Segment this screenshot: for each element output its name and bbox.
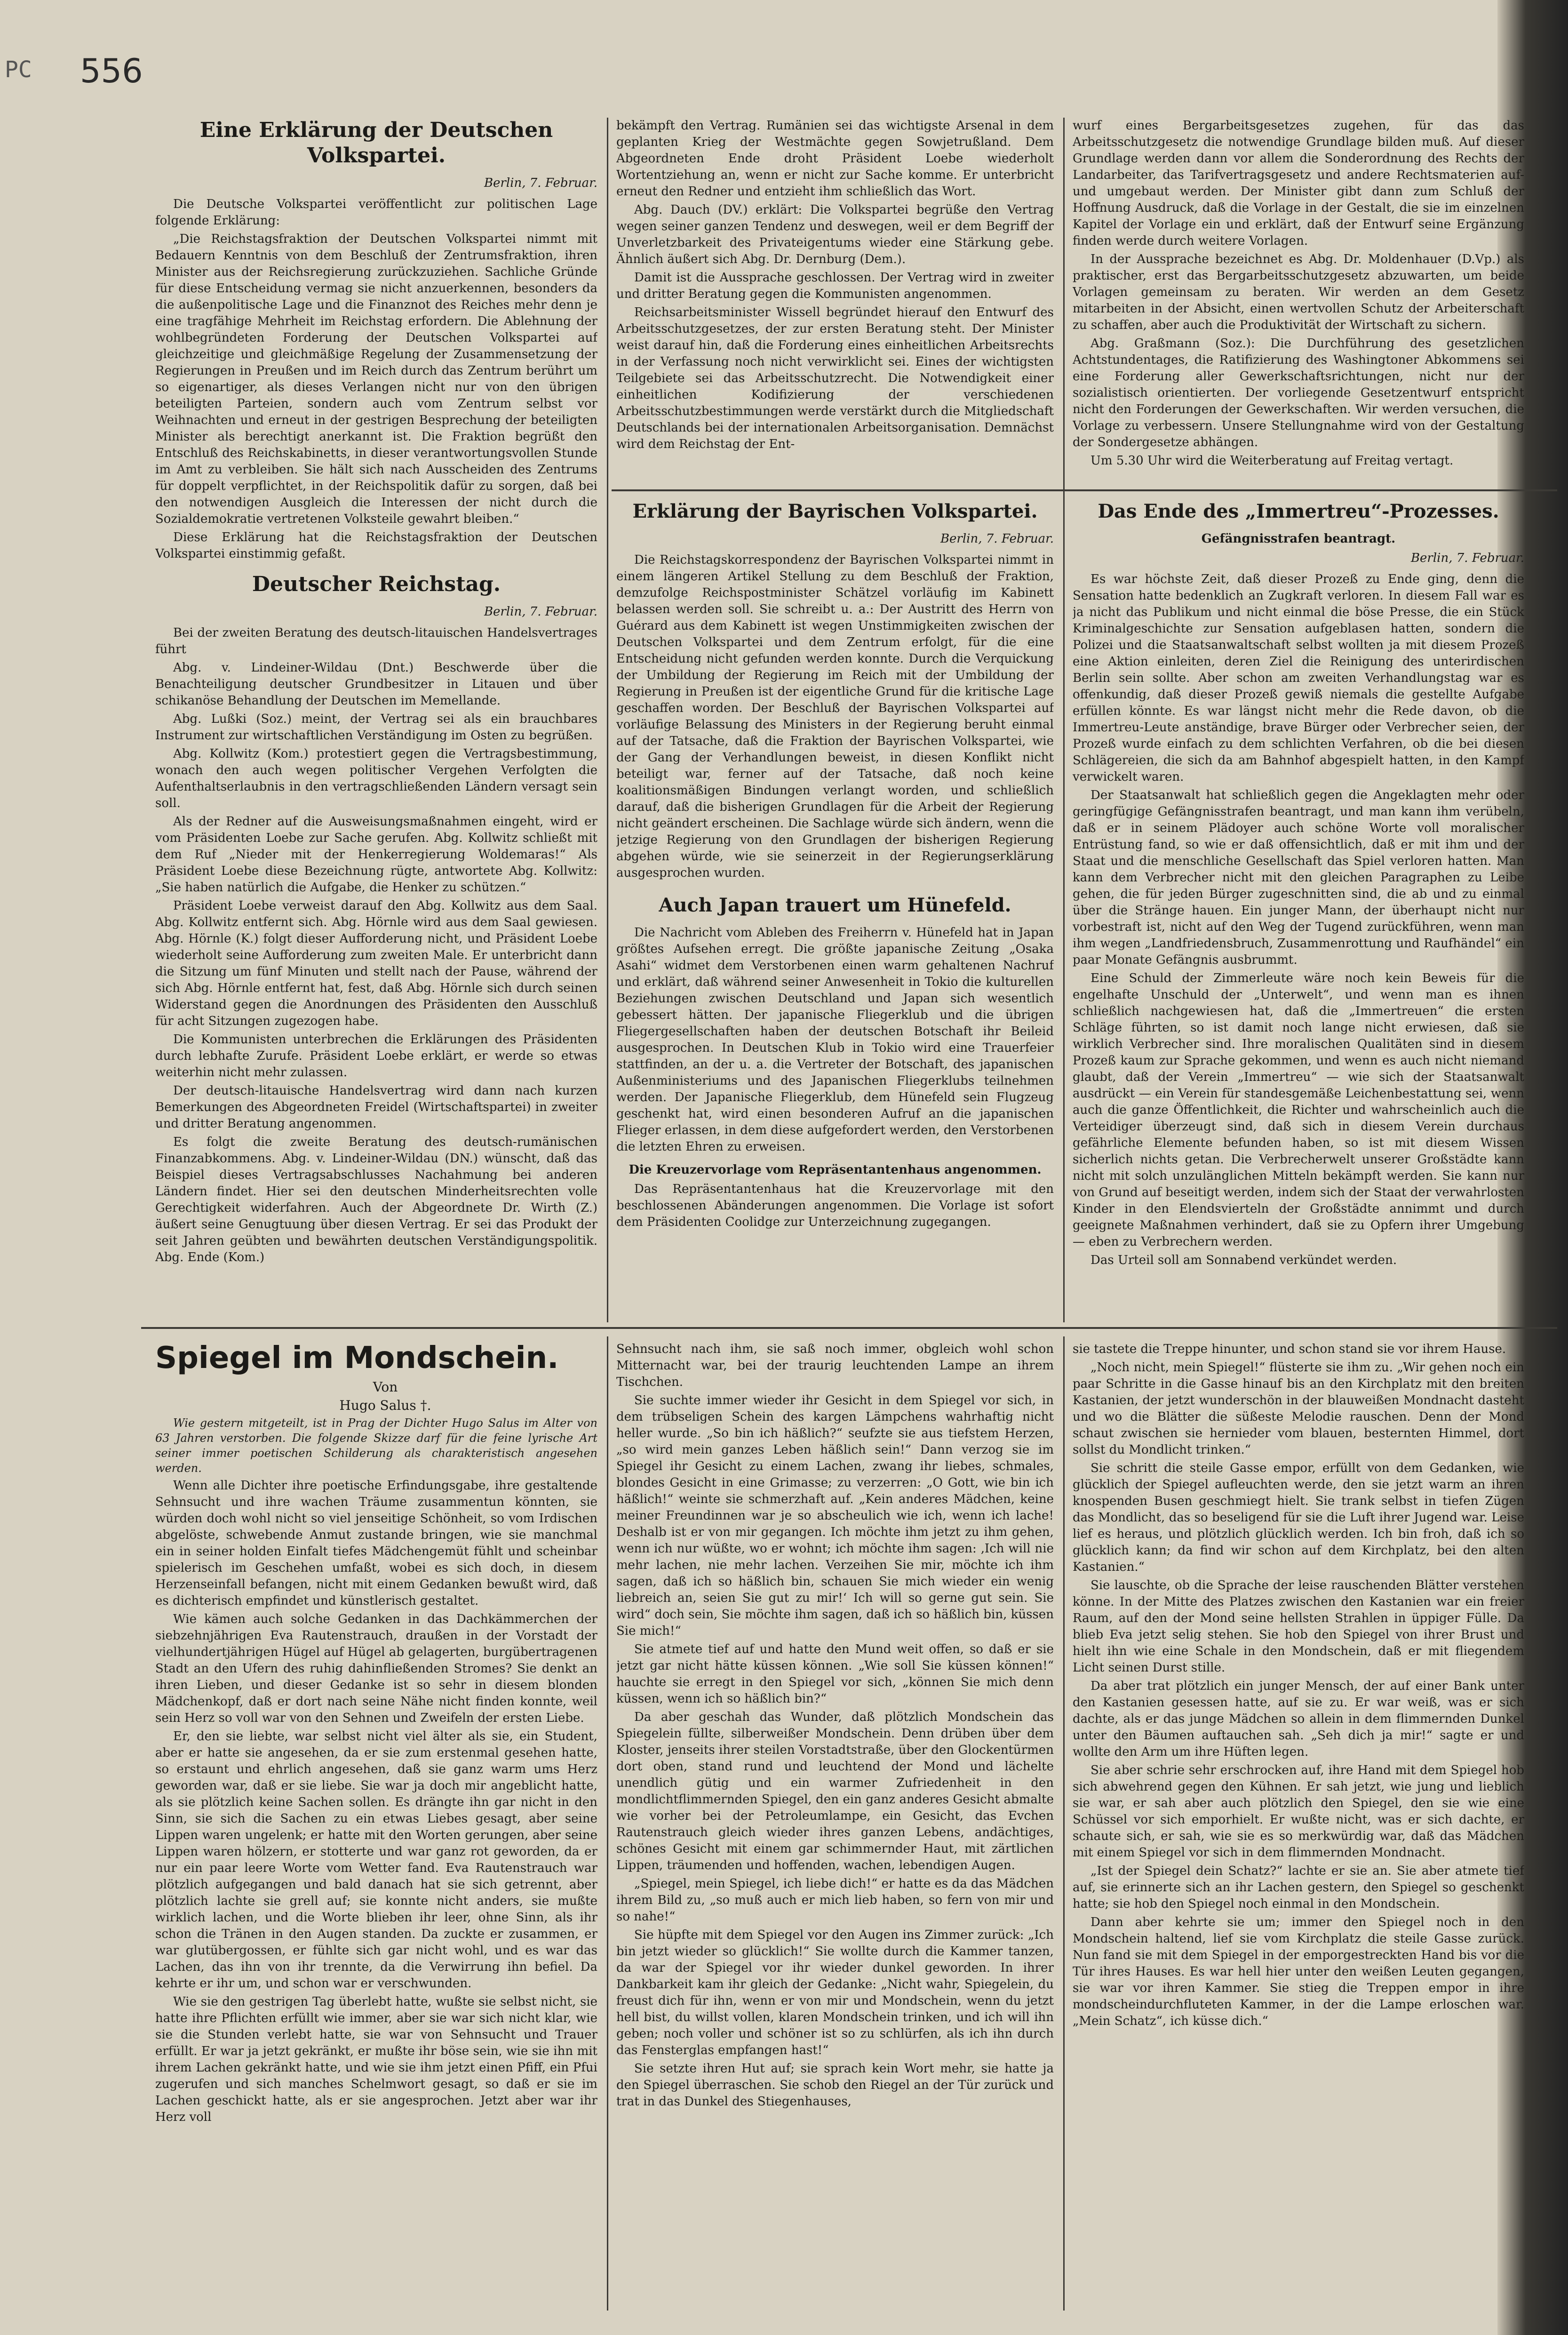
dateline: Berlin, 7. Februar. bbox=[484, 605, 597, 619]
paragraph: Die Reichstagskorrespondenz der Bayrischen Volkspartei nimmt in einem längeren Artikel Stellung zu dem Beschluß der Fraktion, demzufolge Reichspostminister Schätzel vorläufig im Kabinett belassen werden soll. Sie schreibt u. a.: Der Austritt des Herrn von Guérard aus dem Kabinett ist wegen Unstimmigkeiten zwischen der Deutschen Volkspartei und dem Zentrum erfolgt, für die eine Entscheidung nicht gefunden werden konnte. Durch die Verquickung der Umbildung der Regierung im Reich mit der Umbildung der Regierung in Preußen ist der eigentliche Grund für die kritische Lage geschaffen worden. Der Beschluß der Bayrischen Volkspartei auf vorläufige Belassung des Ministers in der Regierung beruht einmal auf der Tatsache, daß die Fraktion der Bayrischen Volkspartei, wie der Gang der Verhandlungen beweist, in diesen Konflikt nicht beteiligt war, ferner auf der Tatsache, daß noch keine koalitionsmäßigen Bindungen verlangt worden, und schließlich darauf, daß die bisherigen Grundlagen für die Arbeit der Regierung nicht geändert erscheinen. Die Sachlage würde sich ändern, wenn die jetzige Regierung von den Grundlagen der bisherigen Regierung abgehen würde, wie sie seinerzeit in der Regierungserklärung ausgesprochen wurden. bbox=[616, 553, 1054, 880]
section-rule bbox=[612, 489, 1557, 491]
paragraph: Eine Schuld der Zimmerleute wäre noch kein Beweis für die engelhafte Unschuld der „Unterwelt“, und wenn man es ihnen schließlich nachgewiesen hat, daß die „Immertreuen“ die ersten Schläge führten, so ist damit noch lange nicht erwiesen, daß sie wirklich Verbrecher sind. Ihre moralischen Qualitäten sind in diesem Prozeß kaum zur Sprache gekommen, und wenn es auch nicht niemand glaubt, daß der Verein „Immertreu“ — wie sich der Staatsanwalt ausdrückt — ein Verein für standesgemäße Leichenbestattung sei, wenn auch die ganze Öffentlichkeit, die Richter und wahrscheinlich auch die Verteidiger überzeugt sind, daß sich in diesem Verein durchaus gefährliche Elemente befunden haben, so ist mit diesem Wissen sicherlich nichts getan. Die Verbrecherwelt unserer Großstädte kann nicht mit solch unzulänglichen Mitteln bekämpft werden. Sie kann nur von Grund auf beseitigt werden, indem sich der Staat der verwahrlosten Kinder in den Elendsvierteln der Großstädte annimmt und durch geeignete Maßnahmen verhindert, daß sie zu Opfern ihrer Umgebung — eben zu Verbrechern werden. bbox=[1073, 971, 1524, 1249]
paragraph: Abg. v. Lindeiner-Wildau (Dnt.) Beschwerde über die Benachteiligung deutscher Grundbesitzer in Litauen und über schikanöse Behandlung der Deutschen im Memellande. bbox=[155, 661, 597, 708]
paragraph: „Ist der Spiegel dein Schatz?“ lachte er sie an. Sie aber atmete tief auf, sie erinnerte sich an ihr Lachen gestern, den Spiegel so geschenkt hatte; sie hob den Spiegel noch einmal in den Mondschein. bbox=[1073, 1864, 1524, 1911]
paragraph: Die Deutsche Volkspartei veröffentlicht zur politischen Lage folgende Erklärung: bbox=[155, 197, 597, 228]
paragraph: Da aber geschah das Wunder, daß plötzlich Mondschein das Spiegelein füllte, silberweißer Mondschein. Denn drüben über dem Kloster, jenseits ihrer steilen Vorstadtstraße, über den Glockentürmen dort oben, stand rund und leuchtend der Mond und lächelte unendlich gütig und ein warmer Zufriedenheit in den mondlichtflimmernden Spiegel, den ein ganz anderes Gesicht abmalte wie vorher bei der Petroleumlampe, ein Gesicht, das Evchen Rautenstrauch gleich wieder ihres ganzen Lebens, andächtiges, schönes Gesicht mit einem gar schimmernder Haut, mit zärtlichen Lippen, träumenden und hoffenden, wachen, lebendigen Augen. bbox=[616, 1710, 1054, 1872]
paragraph: Damit ist die Aussprache geschlossen. Der Vertrag wird in zweiter und dritter Beratung gegen die Kommunisten angenommen. bbox=[616, 271, 1054, 301]
paragraph: Sie atmete tief auf und hatte den Mund weit offen, so daß er sie jetzt gar nicht hätte küssen können. „Wie soll Sie küssen können!“ hauchte sie erregt in den Spiegel vor sich, „können Sie mich denn küssen, wenn ich so häßlich bin?“ bbox=[616, 1642, 1054, 1706]
feuilleton-column-1 bbox=[155, 1341, 597, 2311]
byline-author: Hugo Salus †. bbox=[339, 1398, 431, 1413]
paragraph: Dann aber kehrte sie um; immer den Spiegel noch in den Mondschein haltend, lief sie vom Kirchplatz die steile Gasse zurück. Nun fand sie mit dem Spiegel in der emporgestreckten Hand bis vor die Tür ihres Hauses. Es war hell hier unter den weißen Leuten gegangen, sie war vor ihren Kammer. Sie stieg die Treppen empor in ihre mondscheindurchfluteten Kammer, in der die Lampe erloschen war. „Mein Schatz“, ich küsse dich.“ bbox=[1073, 1915, 1524, 2028]
column-rule bbox=[1063, 1336, 1065, 2311]
article-column-1 bbox=[155, 118, 597, 1322]
headline-immertreu: Das Ende des „Immertreu“-Prozesses. bbox=[1098, 500, 1499, 522]
headline-japan: Auch Japan trauert um Hünefeld. bbox=[659, 894, 1011, 916]
paragraph: Sie lauschte, ob die Sprache der leise rauschenden Blätter verstehen könne. In der Mitte des Platzes zwischen den Kastanien war ein freier Raum, auf den der Mond seine hellsten Strahlen in üppiger Fülle. Da blieb Eva jetzt selig stehen. Sie hob den Spiegel von ihrer Brust und hielt ihn wie eine Schale in den Mondschein, daß er mit fliegendem Licht seinen Durst stille. bbox=[1073, 1578, 1524, 1675]
section-rule bbox=[141, 1327, 1557, 1329]
paragraph: Sie hüpfte mit dem Spiegel vor den Augen ins Zimmer zurück: „Ich bin jetzt wieder so glücklich!“ Sie wollte durch die Kammer tanzen, da war der Spiegel vor ihr wieder dunkel geworden. In ihrer Dankbarkeit kam ihr gleich der Gedanke: „Nicht wahr, Spiegelein, du freust dich für ihn, wenn er von mir und Mondschein, wenn du jetzt hell bist, du willst vollen, klaren Mondschein trinken, und ich will ihn geben; noch voller und schöner ist so zu schlürfen, als ich ihn durch das Fensterglas empfangen hast!“ bbox=[616, 1928, 1054, 2057]
page-number: 556 bbox=[80, 52, 143, 90]
article-column-2-middle bbox=[616, 499, 1054, 1322]
column-rule bbox=[1063, 118, 1065, 1322]
paragraph: Wenn alle Dichter ihre poetische Erfindungsgabe, ihre gestaltende Sehnsucht und ihre wachen Träume zusammentun könnten, sie würden doch wohl nicht so viel jenseitige Schönheit, so vom Irdischen abgelöste, schwebende Anmut zustande bringen, wie sie manchmal ein in seiner holden Einfalt tiefes Mädchengemüt fühlt und scheinbar spielerisch im Geschehen umfaßt, wobei es sich doch, in diesem Herzenseinfall befangen, nicht mit einem Gedanken bewußt wird, daß es dichterisch empfindet und künstlerisch gestaltet. bbox=[155, 1479, 597, 1608]
paragraph: Diese Erklärung hat die Reichstagsfraktion der Deutschen Volkspartei einstimmig gefaßt. bbox=[155, 530, 597, 561]
paragraph: Da aber trat plötzlich ein junger Mensch, der auf einer Bank unter den Kastanien gesessen hatte, auf sie zu. Er war weiß, was er sich dachte, als er das junge Mädchen so allein in dem flimmernden Dunkel unter den Bäumen auftauchen sah. „Seh dich ja mir!“ sagte er und wollte den Arm um ihre Hüften legen. bbox=[1073, 1679, 1524, 1759]
paragraph: bekämpft den Vertrag. Rumänien sei das wichtigste Arsenal in dem geplanten Krieg der Westmächte gegen Sowjetrußland. Dem Abgeordneten Ende droht Präsident Loebe wiederholt Wortentziehung an, wenn er nicht zur Sache komme. Er unterbricht erneut den Redner und entzieht ihm schließlich das Wort. bbox=[616, 119, 1054, 199]
paragraph: Die Kommunisten unterbrechen die Erklärungen des Präsidenten durch lebhafte Zurufe. Präsident Loebe erklärt, er werde so etwas weiterhin nicht mehr zulassen. bbox=[155, 1032, 597, 1080]
corner-mark: PC bbox=[5, 56, 32, 83]
paragraph: Sie schritt die steile Gasse empor, erfüllt von dem Gedanken, wie glücklich der Spiegel aufleuchten werde, den sie jetzt warm an ihren knospenden Busen geschmiegt hielt. Sie trank selbst in tiefen Zügen das Mondlicht, das so beseligend für sie die Luft ihrer Jugend war. Leise lief es heraus, und plötzlich glücklich werden. Ich bin froh, daß ich so glücklich kann; da find wir schon auf dem Kirchplatz, bei den alten Kastanien.“ bbox=[1073, 1461, 1524, 1574]
paragraph: Abg. Dauch (DV.) erklärt: Die Volkspartei begrüße den Vertrag wegen seiner ganzen Tendenz und deswegen, weil er dem Begriff der Unverletzbarkeit des Privateigentums wieder eine Stärkung gebe. Ähnlich äußert sich Abg. Dr. Dernburg (Dem.). bbox=[616, 203, 1054, 266]
paragraph: Das Repräsentantenhaus hat die Kreuzervorlage mit den beschlossenen Abänderungen angenommen. Die Vorlage ist sofort dem Präsidenten Coolidge zur Unterzeichnung zugegangen. bbox=[616, 1182, 1054, 1229]
paragraph: Es war höchste Zeit, daß dieser Prozeß zu Ende ging, denn die Sensation hatte bedenklich an Zugkraft verloren. In diesem Fall war es ja nicht das Publikum und nicht einmal die böse Presse, die ein Stück Kriminalgeschichte zur Sensation aufgeblasen hatten, sondern die Polizei und die Staatsanwaltschaft selbst wollten ja mit diesem Prozeß eine Aktion einleiten, deren Ziel die Reinigung des unterirdischen Berlin sein sollte. Aber schon am zweiten Verhandlungstag war es offenkundig, daß dieser Prozeß gewiß niemals die gestellte Aufgabe erfüllen könnte. Es war längst nicht mehr die Rede davon, ob die Immertreu-Leute anständige, brave Bürger oder Verbrecher seien, der Prozeß wurde einfach zu dem schlichten Verfahren, ob die bei diesen Schlägereien, die sich da am Bahnhof abgespielt hatten, in den Kampf verwickelt waren. bbox=[1073, 572, 1524, 784]
paragraph: Das Urteil soll am Sonnabend verkündet werden. bbox=[1090, 1253, 1397, 1267]
byline-von: Von bbox=[373, 1379, 398, 1395]
paragraph: Reichsarbeitsminister Wissell begründet hierauf den Entwurf des Arbeitsschutzgesetzes, der zur ersten Beratung steht. Der Minister weist darauf hin, daß die Forderung eines einheitlichen Arbeitsrechts in der Verfassung noch nicht verwirklicht sei. Eines der wichtigsten Teilgebiete sei das Arbeitsschutzrecht. Die Notwendigkeit einer einheitlichen Kodifizierung der verschiedenen Arbeitsschutzbestimmungen werde verstärkt durch die Mitgliedschaft Deutschlands bei der internationalen Arbeitsorganisation. Demnächst wird dem Reichstag der Ent- bbox=[616, 305, 1054, 451]
dateline: Berlin, 7. Februar. bbox=[940, 532, 1054, 546]
paragraph: Abg. Graßmann (Soz.): Die Durchführung des gesetzlichen Achtstundentages, die Ratifizierung des Washingtoner Abkommens sei eine Forderung aller Gewerkschaftsrichtungen, nicht nur der sozialistisch orientierten. Der vorliegende Gesetzentwurf entspricht nicht den Forderungen der Gewerkschaften. Wir werden versuchen, die Vorlage zu verbessern. Unsere Stellungnahme wird von der Gestaltung der Sondergesetze abhängen. bbox=[1073, 336, 1524, 449]
paragraph: „Die Reichstagsfraktion der Deutschen Volkspartei nimmt mit Bedauern Kenntnis von dem Beschluß der Zentrumsfraktion, ihren Minister aus der Reichsregierung zurückzuziehen. Sachliche Gründe für diese Entscheidung vermag sie nicht anzuerkennen, besonders da die außenpolitische Lage und die Finanznot des Reiches mehr denn je eine tragfähige Mehrheit im Reichstag erfordern. Die Ablehnung der wohlbegründeten Forderung der Deutschen Volkspartei auf gleichzeitige und gleichmäßige Regelung der Zusammensetzung der Regierungen in Preußen und im Reich durch das Zentrum berührt um so eigenartiger, als dieses Verlangen nicht nur von den übrigen beteiligten Parteien, sondern auch vom Zentrum selbst vor Weihnachten und erneut in der gestrigen Besprechung der beteiligten Minister als berechtigt anerkannt ist. Die Fraktion begrüßt den Entschluß des Reichskabinetts, in dieser verantwortungsvollen Stunde im Amt zu verbleiben. Sie hält sich nach Ausscheiden des Zentrums für doppelt verpflichtet, in der Reichspolitik dafür zu sorgen, daß bei den notwendigen Ausgleich die Interessen der nicht durch die Sozialdemokratie vertretenen Volksteile gewahrt bleiben.“ bbox=[155, 232, 597, 526]
paragraph: Sie setzte ihren Hut auf; sie sprach kein Wort mehr, sie hatte ja den Spiegel überraschen. Sie schob den Riegel an der Tür zurück und trat in das Dunkel des Stiegenhauses, bbox=[616, 2062, 1054, 2109]
paragraph: Abg. Kollwitz (Kom.) protestiert gegen die Vertragsbestimmung, wonach den auch wegen politischer Vergehen Verfolgten die Aufenthaltserlaubnis in den vertragschließenden Ländern versagt sein soll. bbox=[155, 747, 597, 810]
paragraph: Abg. Lußki (Soz.) meint, der Vertrag sei als ein brauchbares Instrument zur wirtschaftlichen Verständigung im Osten zu begrüßen. bbox=[155, 712, 597, 743]
intro-note: Wie gestern mitgeteilt, ist in Prag der Dichter Hugo Salus im Alter von 63 Jahren verstorben. Die folgende Skizze darf für die feine lyrische Art seiner immer poetischen Schilderung als charakteristisch angesehen werden. bbox=[155, 1416, 597, 1475]
article-column-3-top bbox=[1073, 118, 1524, 485]
column-rule bbox=[607, 1336, 608, 2311]
headline-bvp: Erklärung der Bayrischen Volkspartei. bbox=[632, 500, 1038, 522]
story-title: Spiegel im Mondschein. bbox=[155, 1341, 559, 1375]
headline-dvp: Eine Erklärung der Deutschen Volkspartei. bbox=[199, 118, 553, 168]
paragraph: Der deutsch-litauische Handelsvertrag wird dann nach kurzen Bemerkungen des Abgeordneten Freidel (Wirtschaftspartei) in zweiter und dritter Beratung angenommen. bbox=[155, 1084, 597, 1131]
dateline: Berlin, 7. Februar. bbox=[484, 176, 597, 190]
paragraph: Wie kämen auch solche Gedanken in das Dachkämmerchen der siebzehnjährigen Eva Rautenstrauch, draußen in der Vorstadt der vielhundertjährigen Hügel auf Hügel ab gelagerten, burgübertragenen Stadt an den Ufern des ruhig dahinfließenden Stromes? Sie denkt an ihren Lieben, und dieser Gedanke ist so sehr in diesem blonden Mädchenkopf, daß er dort nach seine Nähe nicht finden konnte, weil sein Herz so voll war von den Sehnen und Zweifeln der ersten Liebe. bbox=[155, 1612, 597, 1725]
paragraph: Bei der zweiten Beratung des deutsch-litauischen Handelsvertrages führt bbox=[155, 626, 597, 656]
paragraph: Sie suchte immer wieder ihr Gesicht in dem Spiegel vor sich, in dem trübseligen Schein des kargen Lämpchens wahrhaftig nicht heller wurde. „So bin ich häßlich?“ seufzte sie aus tiefstem Herzen, „so wird mein ganzes Leben häßlich sein!“ Dann verzog sie im Spiegel ihr Gesicht zu einem Lachen, zwang ihr liebes, schmales, blondes Gesicht in eine Grimasse; zu verzerren: „O Gott, wie bin ich häßlich!“ weinte sie schmerzhaft auf. „Kein anderes Mädchen, keine meiner Freundinnen war je so abscheulich wie ich, wenn ich lache! Deshalb ist er von mir gegangen. Ich möchte ihm jetzt zu ihm gehen, wenn ich nur wüßte, wo er wohnt; ich möchte ihm sagen: ‚Ich will nie mehr lachen, nie mehr lachen. Verzeihen Sie mir, möchte ich ihm sagen, daß ich so häßlich bin, schauen Sie mich wieder ein wenig liebreich an, seien Sie gut zu mir!‘ Ich will so gerne gut sein. Sie wird“ doch sein, Sie möchte ihm sagen, daß ich so häßlich bin, küssen Sie mich!“ bbox=[616, 1393, 1054, 1638]
paragraph: Die Nachricht vom Ableben des Freiherrn v. Hünefeld hat in Japan größtes Aufsehen erregt. Die größte japanische Zeitung „Osaka Asahi“ widmet dem Verstorbenen einen warm gehaltenen Nachruf und erklärt, daß während seiner Anwesenheit in Tokio die kulturellen Beziehungen zwischen Deutschland und Japan sich wesentlich gebessert hätten. Der japanische Fliegerklub und die übrigen Fliegergesellschaften haben der deutschen Botschaft ihr Beileid ausgesprochen. In Deutschen Klub in Tokio wird eine Trauerfeier stattfinden, an der u. a. die Vertreter der Botschaft, des japanischen Außenministeriums und des Japanischen Fliegerklubs teilnehmen werden. Der Japanische Fliegerklub, dem Hünefeld sein Flugzeug geschenkt hat, wird einen besonderen Aufruf an die japanischen Flieger erlassen, in dem diese aufgefordert werden, den Verstorbenen die letzten Ehren zu erweisen. bbox=[616, 926, 1054, 1154]
paragraph: Um 5.30 Uhr wird die Weiterberatung auf Freitag vertagt. bbox=[1090, 454, 1454, 468]
paragraph: Der Staatsanwalt hat schließlich gegen die Angeklagten mehr oder geringfügige Gefängnisstrafen beantragt, und man kann ihm verübeln, daß er in seinem Plädoyer auch schöne Worte voll moralischer Entrüstung fand, so wie er daß offensichtlich, daß er mit ihm und der Staat und die menschliche Gesellschaft das Spiel verloren hatten. Man kann dem Verbrecher nicht mit den gleichen Paragraphen zu Leibe gehen, die für jeden Bürger zugeschnitten sind, die ab und zu einmal über die Stränge hauen. Ein junger Mann, der überhaupt nicht nur vorbestraft ist, nicht auf den Weg der Tugend zurückführen, wenn man ihm wegen „Landfriedensbruch, Zusammenrottung und Raufhändel“ ein paar Monate Gefängnis ausbrummt. bbox=[1073, 788, 1524, 967]
subtitle: Gefängnisstrafen beantragt. bbox=[1201, 532, 1396, 546]
dateline: Berlin, 7. Februar. bbox=[1410, 551, 1524, 565]
paragraph: Wie sie den gestrigen Tag überlebt hatte, wußte sie selbst nicht, sie hatte ihre Pflichten erfüllt wie immer, aber sie war sich nicht klar, wie sie die Stunden verlebt hatte, sie war von Sehnsucht und Trauer erfüllt. Er war ja jetzt gekränkt, er mußte ihr böse sein, wie sie ihn mit ihrem Lachen gekränkt hatte, und wie sie ihm jetzt einen Pfiff, ein Pfui zugerufen und sich manches Schelmwort gesagt, so daß er sie im Lachen geschickt hatte, als er sie angesprochen. Jetzt aber war ihr Herz voll bbox=[155, 1995, 597, 2124]
paragraph: Als der Redner auf die Ausweisungsmaßnahmen eingeht, wird er vom Präsidenten Loebe zur Sache gerufen. Abg. Kollwitz schließt mit dem Ruf „Nieder mit der Henkerregierung Woldemaras!“ Als Präsident Loebe diese Bezeichnung rügte, antwortete Abg. Kollwitz: „Sie haben natürlich die Aufgabe, die Henker zu schützen.“ bbox=[155, 815, 597, 895]
paragraph: wurf eines Bergarbeitsgesetzes zugehen, für das das Arbeitsschutzgesetz die notwendige Grundlage bilden muß. Auf dieser Grundlage werden dann vor allem die Sonderordnung des Rechts der Landarbeiter, das Tarifvertragsgesetz und andere Rechtsmaterien auf- und umgebaut werden. Der Minister gibt dann zum Schluß der Hoffnung Ausdruck, daß die Vorlage in der Gestalt, die sie im einzelnen Kapitel der Vorlage ein und erklärt, daß der Entwurf seine Ergänzung finden werde durch weitere Vorlagen. bbox=[1073, 119, 1524, 248]
article-column-3-middle bbox=[1073, 499, 1524, 1322]
paragraph: „Noch nicht, mein Spiegel!“ flüsterte sie ihm zu. „Wir gehen noch ein paar Schritte in die Gasse hinauf bis an den Kirchplatz mit den breiten Kastanien, der jetzt wunderschön in der blauweißen Mondnacht dasteht und wo die Blätter die süßeste Melodie rauschen. Denn der Mond schaut zwischen sie hernieder vom blauen, besternten Himmel, dort sollst du Mondlicht trinken.“ bbox=[1073, 1360, 1524, 1457]
paragraph: Präsident Loebe verweist darauf den Abg. Kollwitz aus dem Saal. Abg. Kollwitz entfernt sich. Abg. Hörnle wird aus dem Saal gewiesen. Abg. Hörnle (K.) folgt dieser Aufforderung nicht, und Präsident Loebe wiederholt seine Aufforderung zum zweiten Male. Er unterbricht dann die Sitzung um fünf Minuten und stellt nach der Pause, während der sich Abg. Hörnle entfernt hat, fest, daß Abg. Hörnle sich durch seinen Widerstand gegen die Anordnungen des Präsidenten den Ausschluß für acht Sitzungen zugezogen habe. bbox=[155, 899, 597, 1028]
paragraph: sie tastete die Treppe hinunter, und schon stand sie vor ihrem Hause. bbox=[1073, 1342, 1506, 1356]
paragraph: Sehnsucht nach ihm, sie saß noch immer, obgleich wohl schon Mitternacht war, bei der traurig leuchtenden Lampe an ihrem Tischchen. bbox=[616, 1342, 1054, 1389]
feuilleton-column-2 bbox=[616, 1341, 1054, 2311]
paragraph: „Spiegel, mein Spiegel, ich liebe dich!“ er hatte es da das Mädchen ihrem Bild zu, „so muß auch er mich lieb haben, so fern von mir und so nahe!“ bbox=[616, 1877, 1054, 1924]
paragraph: Er, den sie liebte, war selbst nicht viel älter als sie, ein Student, aber er hatte sie angesehen, da er sie zum erstenmal gesehen hatte, so erstaunt und ehrlich angesehen, daß sie ganz warm ums Herz geworden war, daß er sie liebe. Sie war ja doch mir angeblicht hatte, als sie plötzlich keine Sachen sollen. Es drängte ihn gar nicht in den Sinn, sie sich die Sachen zu ein etwas Liebes gesagt, aber seine Lippen waren ungelenk; er hatte mit den Worten gerungen, aber seine Lippen waren hölzern, er stotterte und war ganz rot geworden, da er nur ein paar leere Worte vom Wetter fand. Eva Rautenstrauch war plötzlich aufgegangen und bald danach hat sie sich getrennt, aber plötzlich lachte sie grell auf; sie konnte nicht anders, sie mußte wirklich lachen, und die Worte blieben ihr leer, ohne Sinn, als ihr schon die Tränen in den Augen standen. Da zuckte er zusammen, er war glutübergossen, er fühlte sich gar nicht wohl, und es war das Lachen, das ihn von ihr trennte, da die Verwirrung ihn befiel. Da kehrte er ihr um, und schon war er verschwunden. bbox=[155, 1729, 597, 1991]
article-column-2-top bbox=[616, 118, 1054, 485]
paragraph: In der Aussprache bezeichnet es Abg. Dr. Moldenhauer (D.Vp.) als praktischer, erst das Bergarbeitsschutzgesetz abzuwarten, um beide Vorlagen gemeinsam zu beraten. Wir werden an dem Gesetz mitarbeiten in der Absicht, einen wertvollen Schutz der Arbeiterschaft zu schaffen, aber auch die Produktivität der Wirtschaft zu sichern. bbox=[1073, 252, 1524, 332]
subheading: Die Kreuzervorlage vom Repräsentantenhaus angenommen. bbox=[629, 1163, 1042, 1177]
headline-reichstag: Deutscher Reichstag. bbox=[252, 572, 501, 596]
paragraph: Sie aber schrie sehr erschrocken auf, ihre Hand mit dem Spiegel hob sich abwehrend gegen den Kühnen. Er sah jetzt, wie jung und lieblich sie war, er sah aber auch plötzlich den Spiegel, den sie wie eine Schüssel vor sich emporhielt. Er wußte nicht, was er sich dachte, er schaute sich, er sah, wie sie es so merkwürdig war, daß das Mädchen mit einem Spiegel vor sich in dem flimmernden Mondnacht. bbox=[1073, 1763, 1524, 1860]
paragraph: Es folgt die zweite Beratung des deutsch-rumänischen Finanzabkommens. Abg. v. Lindeiner-Wildau (DN.) wünscht, daß das Beispiel dieses Vertragsabschlusses Nachahmung bei anderen Ländern findet. Hier sei den deutschen Minderheitsrechten volle Gerechtigkeit widerfahren. Auch der Abgeordnete Dr. Wirth (Z.) äußert seine Genugtuung über diesen Vertrag. Er sei das Produkt der seit Jahren geübten und bewährten deutschen Verständigungspolitik. Abg. Ende (Kom.) bbox=[155, 1135, 597, 1264]
feuilleton-column-3 bbox=[1073, 1341, 1524, 2311]
column-rule bbox=[607, 118, 608, 1322]
